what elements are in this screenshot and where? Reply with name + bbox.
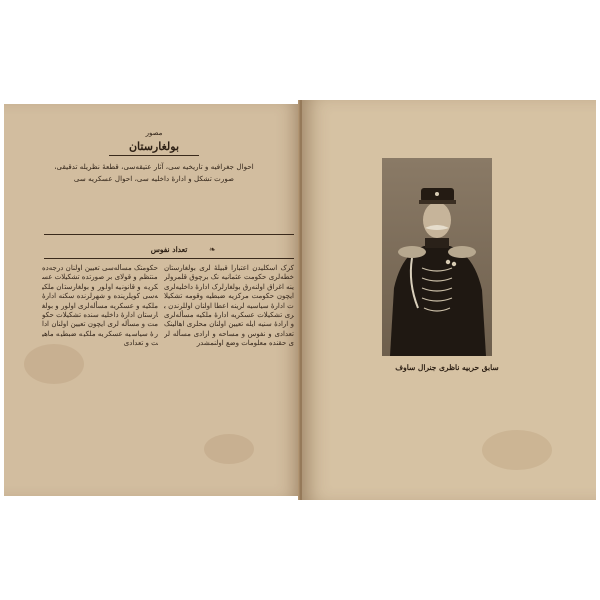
header-word: مصور bbox=[145, 129, 163, 137]
left-page bbox=[4, 104, 300, 496]
body-column-left: حکومتک مسأله‌سی تعیین اولنان درجه‌ده منتظم و قولای بر صورتده تشکیلات عسکریه‌ و قانونیه اولور و بولغارستان ملکیه‌سی کویلرینده و شهرلرنده سکنه ادارهٔ ملکیه‌ و عسکریه‌ مسأله‌لری اولور و بولغارستان ادارهٔ داخلیه‌ سنده تشکیلات حکومت و مسأله‌ لری ایچون تعیین اولنان ادارهٔ سیاسیه عسکریه ملکیه‌ ضبطیه‌ ماهیت و تعدادی bbox=[42, 264, 158, 348]
portrait-caption: سابق حربیه ناظری جنرال ساوف bbox=[395, 363, 499, 372]
right-page bbox=[302, 100, 596, 500]
book-spread bbox=[4, 100, 596, 500]
section-heading: ﺗﻌﺪاد ﻧﻔﻮس bbox=[150, 245, 188, 254]
section-rule bbox=[44, 234, 294, 235]
paper-stain bbox=[482, 430, 552, 470]
page-title: بولغارستان bbox=[128, 140, 180, 153]
section-rule bbox=[44, 258, 294, 259]
title-rule bbox=[109, 155, 199, 156]
fleuron-icon: ❧ bbox=[209, 245, 216, 254]
subtitle-line: صورت تشکل و ادارهٔ داخلیه سی، احوال عسکریه سی bbox=[73, 174, 235, 183]
portrait-photo bbox=[382, 158, 492, 356]
subtitle-line: احوال جغرافیه و تاریخیه سی، آثار عتیقه‌سی، قطعهٔ نظریله تدقیقی، bbox=[54, 162, 254, 171]
officer-portrait-image bbox=[382, 158, 492, 356]
body-column-right: کرک اسکلیدن اعتبارا قبیلهٔ لری بولغارستان خطه‌لری حکومت عثمانیه‌ نک برچوق قلمرولرینه اغراق اولنه‌رق بولغارلرک ادارهٔ داخلیه‌لری ایچون حکومت مرکزیه ضبطیه‌ وقومه تشکیلات ادارهٔ سیاسیه‌ لرینه اعطا اولنان اوللرندن بری تشکیلات عسکریه ادارهٔ ملکیه مسأله‌لری و ارادهٔ سنیه‌ ایله تعیین اولنان محلری اهالینک تعدادی و نفوس و مساحه و ارادی مسأله‌ لری حقنده معلومات وضع اولنمشدر bbox=[164, 264, 294, 348]
